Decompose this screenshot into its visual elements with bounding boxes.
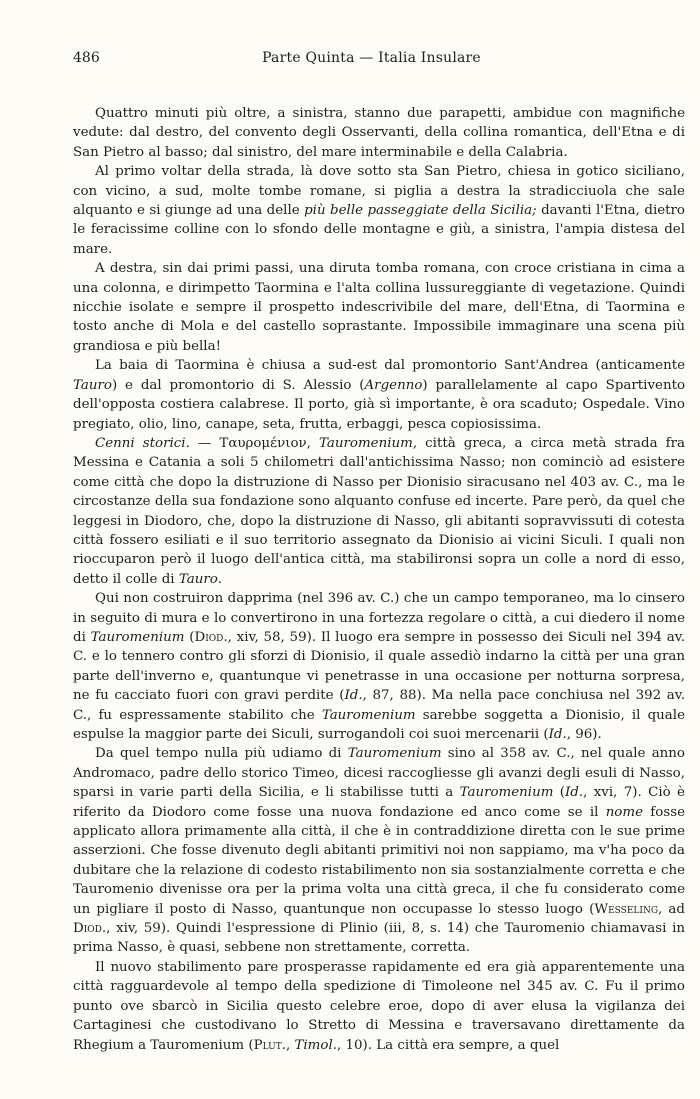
paragraph: Cenni storici. — Ταυρομένιον, Tauromenium, città greca, a circa metà strada fra Messina e Catania a soli 5 chilometri dall'antichissima Nasso; non cominciò ad esistere come città che dopo la distruzione di Nasso per Dionisio siracusano nel 403 av. C., ma le circostanze della sua fondazione sono alquanto confuse ed incerte. Pare però, da quel che leggesi in Diodoro, che, dopo la distruzione di Nasso, gli abitanti sopravvissuti di cotesta città fossero esiliati e il suo territorio assegnato da Dionisio ai vicini Siculi. I quali non rioccuparon però il luogo dell'antica città, ma stabilironsi sopra un colle a nord di esso, detto il colle di Tauro. <box>73 435 686 587</box>
body-text <box>73 104 685 1055</box>
page-header <box>73 50 670 72</box>
paragraph: La baia di Taormina è chiusa a sud-est dal promontorio Sant'Andrea (anticamente Tauro) e dal promontorio di S. Alessio (Argenno) parallelamente al capo Spartivento dell'opposta costiera calabrese. Il porto, già sì importante, è ora scaduto; Ospedale. Vino pregiato, olio, lino, canape, seta, frutta, erbaggi, pesca copiosissima. <box>73 358 686 432</box>
paragraph: Da quel tempo nulla più udiamo di Tauromenium sino al 358 av. C., nel quale anno Andromaco, padre dello storico Timeo, dicesi raccogliesse gli avanzi degli esuli di Nasso, sparsi in varie parti della Sicilia, e li stabilisse tutti a Tauromenium (Id., xvi, 7). Ciò è riferito da Diodoro come fosse una nuova fondazione ed anco come se il nome fosse applicato allora primamente alla città, il che è in contraddizione diretta con le sue prime asserzioni. Che fosse divenuto degli abitanti primitivi noi non sappiamo, ma v'ha poco da dubitare che la relazione di codesto ristabilimento non sia sostanzialmente corretta e che Tauromenio divenisse ora per la prima volta una città greca, il che fu considerato come un pigliare il posto di Nasso, quantunque non occupasse lo stesso luogo (Wesseling, ad Diod., xiv, 59). Quindi l'espressione di Plinio (iii, 8, s. 14) che Tauromenio chiamavasi in prima Nasso, è quasi, sebbene non strettamente, corretta. <box>73 746 685 956</box>
paragraph: Quattro minuti più oltre, a sinistra, stanno due parapetti, ambidue con magnifiche vedute: dal destro, del convento degli Osservanti, della collina romantica, dell'Etna e di San Pietro al basso; dal sinistro, del mare interminabile e della Calabria. <box>73 106 685 160</box>
paragraph: Al primo voltar della strada, là dove sotto sta San Pietro, chiesa in gotico siciliano, con vicino, a sud, molte tombe romane, si piglia a destra la stradicciuola che sale alquanto e si giunge ad una delle più belle passeggiate della Sicilia; davanti l'Etna, dietro le feracissime colline con lo sfondo delle montagne e giù, a sinistra, l'ampia distesa del mare. <box>73 164 685 257</box>
paragraph: Il nuovo stabilimento pare prosperasse rapidamente ed era già apparentemente una città ragguardevole al tempo della spedizione di Timoleone nel 345 av. C. Fu il primo punto ove sbarcò in Sicilia questo celebre eroe, dopo di aver elusa la vigilanza dei Cartaginesi che custodivano lo Stretto di Messina e traversavano direttamente da Rhegium a Tauromenium (Plut., Timol., 10). La città era sempre, a quel <box>73 959 685 1053</box>
paragraph: A destra, sin dai primi passi, una diruta tomba romana, con croce cristiana in cima a una colonna, e dirimpetto Taormina e l'alta collina lussureggiante di vegetazione. Quindi nicchie isolate e sempre il prospetto indescrivibile del mare, dell'Etna, di Taormina e tosto anche di Mola e del castello soprastante. Impossibile immaginare una scena più grandiosa e più bella! <box>73 261 685 354</box>
page-number: 486 <box>73 50 100 66</box>
running-head: Parte Quinta — Italia Insulare <box>262 50 481 66</box>
paragraph: Qui non costruiron dapprima (nel 396 av. C.) che un campo temporaneo, ma lo cinsero in seguito di mura e lo convertirono in una fortezza regolare o città, a cui diedero il nome di Tauromenium (Diod., xiv, 58, 59). Il luogo era sempre in possesso dei Siculi nel 394 av. C. e lo tennero contro gli sforzi di Dionisio, il quale assediò indarno la città per una gran parte dell'inverno e, quantunque vi penetrasse in una occasione per notturna sorpresa, ne fu cacciato fuori con gravi perdite (Id., 87, 88). Ma nella pace conchiusa nel 392 av. C., fu espressamente stabilito che Tauromenium sarebbe soggetta a Dionisio, il quale espulse la maggior parte dei Siculi, surrogandoli coi suoi mercenarii (Id., 96). <box>73 591 686 742</box>
